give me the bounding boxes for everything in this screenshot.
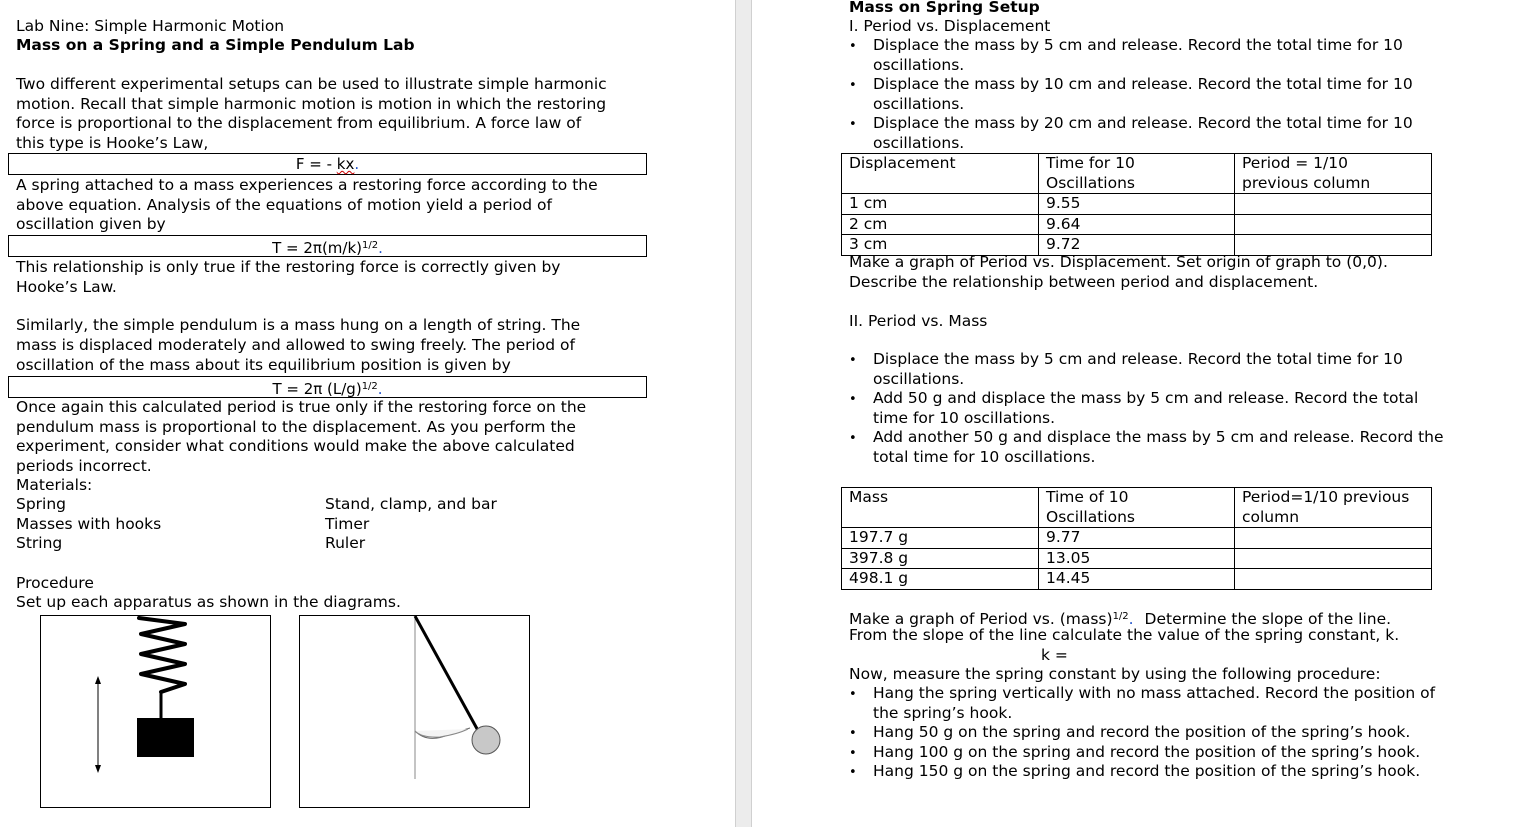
table-cell: 197.7 g xyxy=(842,528,1039,549)
spring-diagram xyxy=(40,615,271,808)
table-cell: 3 cm xyxy=(842,235,1039,256)
arrow-head-up xyxy=(95,676,101,684)
equation-text: F = - xyxy=(295,155,337,173)
table-row xyxy=(842,214,1432,235)
graph2-exponent: 1/2 xyxy=(1112,611,1129,622)
table-row xyxy=(842,194,1432,215)
arrow-head-down xyxy=(95,765,101,773)
bullet-icon: • xyxy=(849,78,857,93)
table-row xyxy=(842,528,1432,549)
measure-bullet: Hang 100 g on the spring and record the position of the spring’s hook. xyxy=(873,743,1421,761)
bullet-icon: • xyxy=(849,687,857,702)
table-cell: 1 cm xyxy=(842,194,1039,215)
table-row xyxy=(842,235,1432,256)
intro-line: Two different experimental setups can be used to illustrate simple harmonic xyxy=(16,75,607,93)
spring-text-line: above equation. Analysis of the equations of motion yield a period of xyxy=(16,196,552,214)
equation-variable: kx xyxy=(336,155,355,173)
pendulum-string xyxy=(415,616,481,736)
table-cell: 397.8 g xyxy=(842,548,1039,569)
equation-text: T = 2π (L/g) xyxy=(272,380,362,398)
once-text-line: experiment, consider what conditions would make the above calculated xyxy=(16,437,575,455)
table-cell xyxy=(1235,528,1432,549)
part2-bullet: Displace the mass by 5 cm and release. Record the total time for 10 xyxy=(873,350,1403,368)
equation-exponent: 1/2 xyxy=(362,240,379,251)
field-marker: . xyxy=(354,155,360,173)
measure-bullet: Hang 150 g on the spring and record the position of the spring’s hook. xyxy=(873,762,1421,780)
equation-exponent: 1/2 xyxy=(361,381,378,392)
material-item: Ruler xyxy=(325,534,366,552)
page-gutter xyxy=(735,0,752,827)
equation-text: T = 2π(m/k) xyxy=(272,239,363,257)
table-cell: 9.64 xyxy=(1039,214,1235,235)
bullet-icon: • xyxy=(849,117,857,132)
lab-title: Mass on a Spring and a Simple Pendulum Lab xyxy=(16,36,415,54)
displacement-table xyxy=(841,153,1432,256)
pendulum-period-equation xyxy=(8,376,647,398)
field-marker: . xyxy=(377,380,383,398)
field-marker: . xyxy=(1128,610,1134,628)
table-cell: 9.55 xyxy=(1039,194,1235,215)
table-row xyxy=(842,569,1432,590)
header-cell: Time for 10 Oscillations xyxy=(1039,154,1235,194)
pendulum-text-line: mass is displaced moderately and allowed to swing freely. The period of xyxy=(16,336,575,354)
spring-coil xyxy=(139,618,185,692)
table-cell xyxy=(1235,235,1432,256)
pendulum-illustration xyxy=(300,616,529,807)
intro-line: motion. Recall that simple harmonic motion is motion in which the restoring xyxy=(16,95,607,113)
header-cell: Period = 1/10 previous column xyxy=(1235,154,1432,194)
procedure-label: Procedure xyxy=(16,574,94,592)
intro-line: this type is Hooke’s Law, xyxy=(16,134,209,152)
pendulum-diagram xyxy=(299,615,530,808)
table-cell: 13.05 xyxy=(1039,548,1235,569)
pendulum-text-line: oscillation of the mass about its equilibrium position is given by xyxy=(16,356,511,374)
table-header-row xyxy=(842,488,1432,528)
lab-heading: Lab Nine: Simple Harmonic Motion xyxy=(16,17,285,35)
table-cell: 9.72 xyxy=(1039,235,1235,256)
material-item: Masses with hooks xyxy=(16,515,162,533)
pendulum-bob xyxy=(472,726,500,754)
header-cell: Time of 10 Oscillations xyxy=(1039,488,1235,528)
pendulum-text-line: Similarly, the simple pendulum is a mass hung on a length of string. The xyxy=(16,316,581,334)
spring-mass-illustration xyxy=(41,616,270,807)
hanging-mass xyxy=(137,718,194,757)
spring-text-line: A spring attached to a mass experiences a restoring force according to the xyxy=(16,176,598,194)
material-item: Spring xyxy=(16,495,67,513)
part1-bullet: Displace the mass by 5 cm and release. Record the total time for 10 xyxy=(873,36,1403,54)
hookes-law-equation xyxy=(8,153,647,175)
materials-label: Materials: xyxy=(16,476,93,494)
graph1-text: Make a graph of Period vs. Displacement. Set origin of graph to (0,0). xyxy=(849,253,1388,271)
mass-table xyxy=(841,487,1432,590)
table-cell: 498.1 g xyxy=(842,569,1039,590)
part1-bullet: Displace the mass by 10 cm and release. Record the total time for 10 xyxy=(873,75,1413,93)
intro-line: force is proportional to the displacement from equilibrium. A force law of xyxy=(16,114,582,132)
part2-bullet: Add 50 g and displace the mass by 5 cm and release. Record the total xyxy=(873,389,1419,407)
bullet-icon: • xyxy=(849,726,857,741)
hooke-text-line: This relationship is only true if the restoring force is correctly given by xyxy=(16,258,561,276)
part1-bullet-cont: oscillations. xyxy=(873,56,965,74)
table-cell: 2 cm xyxy=(842,214,1039,235)
measure-bullet: Hang 50 g on the spring and record the position of the spring’s hook. xyxy=(873,723,1411,741)
k-label: k = xyxy=(1041,646,1068,664)
bullet-icon: • xyxy=(849,39,857,54)
table-cell: 9.77 xyxy=(1039,528,1235,549)
table-cell: 14.45 xyxy=(1039,569,1235,590)
spring-period-equation xyxy=(8,235,647,257)
left-page xyxy=(0,0,735,827)
once-text-line: Once again this calculated period is true only if the restoring force on the xyxy=(16,398,587,416)
measure-intro: Now, measure the spring constant by using the following procedure: xyxy=(849,665,1381,683)
measure-bullet: Hang the spring vertically with no mass attached. Record the position of xyxy=(873,684,1436,702)
part1-bullet-cont: oscillations. xyxy=(873,95,965,113)
table-cell xyxy=(1235,194,1432,215)
once-text-line: pendulum mass is proportional to the displacement. As you perform the xyxy=(16,418,576,436)
measure-bullet-cont: the spring’s hook. xyxy=(873,704,1013,722)
spring-text-line: oscillation given by xyxy=(16,215,166,233)
part2-bullet-cont: time for 10 oscillations. xyxy=(873,409,1056,427)
once-text-line: periods incorrect. xyxy=(16,457,152,475)
material-item: Timer xyxy=(325,515,370,533)
bullet-icon: • xyxy=(849,392,857,407)
bullet-icon: • xyxy=(849,431,857,446)
material-item: Stand, clamp, and bar xyxy=(325,495,497,513)
right-page xyxy=(752,0,1528,827)
field-marker: . xyxy=(378,239,383,257)
graph1-text: Describe the relationship between period and displacement. xyxy=(849,273,1319,291)
header-cell: Period=1/10 previous column xyxy=(1235,488,1432,528)
header-cell: Mass xyxy=(842,488,1039,528)
bullet-icon: • xyxy=(849,353,857,368)
part2-bullet-cont: oscillations. xyxy=(873,370,965,388)
swing-arrow-body xyxy=(415,729,468,737)
part1-bullet: Displace the mass by 20 cm and release. Record the total time for 10 xyxy=(873,114,1413,132)
part2-bullet: Add another 50 g and displace the mass by 5 cm and release. Record the xyxy=(873,428,1444,446)
graph2-tail: Determine the slope of the line. xyxy=(1144,610,1392,628)
hooke-text-line: Hooke’s Law. xyxy=(16,278,117,296)
table-cell xyxy=(1235,214,1432,235)
material-item: String xyxy=(16,534,63,552)
part2-bullet-cont: total time for 10 oscillations. xyxy=(873,448,1096,466)
table-cell xyxy=(1235,569,1432,590)
procedure-text: Set up each apparatus as shown in the diagrams. xyxy=(16,593,401,611)
graph2-text-line2: From the slope of the line calculate the value of the spring constant, k. xyxy=(849,626,1400,644)
part1-title: I. Period vs. Displacement xyxy=(849,17,1051,35)
header-cell: Displacement xyxy=(842,154,1039,194)
table-row xyxy=(842,548,1432,569)
part2-title: II. Period vs. Mass xyxy=(849,312,988,330)
table-cell xyxy=(1235,548,1432,569)
part1-bullet-cont: oscillations. xyxy=(873,134,965,152)
bullet-icon: • xyxy=(849,765,857,780)
setup-title: Mass on Spring Setup xyxy=(849,0,1040,16)
graph2-main: Make a graph of Period vs. (mass) xyxy=(849,610,1113,628)
table-header-row xyxy=(842,154,1432,194)
bullet-icon: • xyxy=(849,746,857,761)
